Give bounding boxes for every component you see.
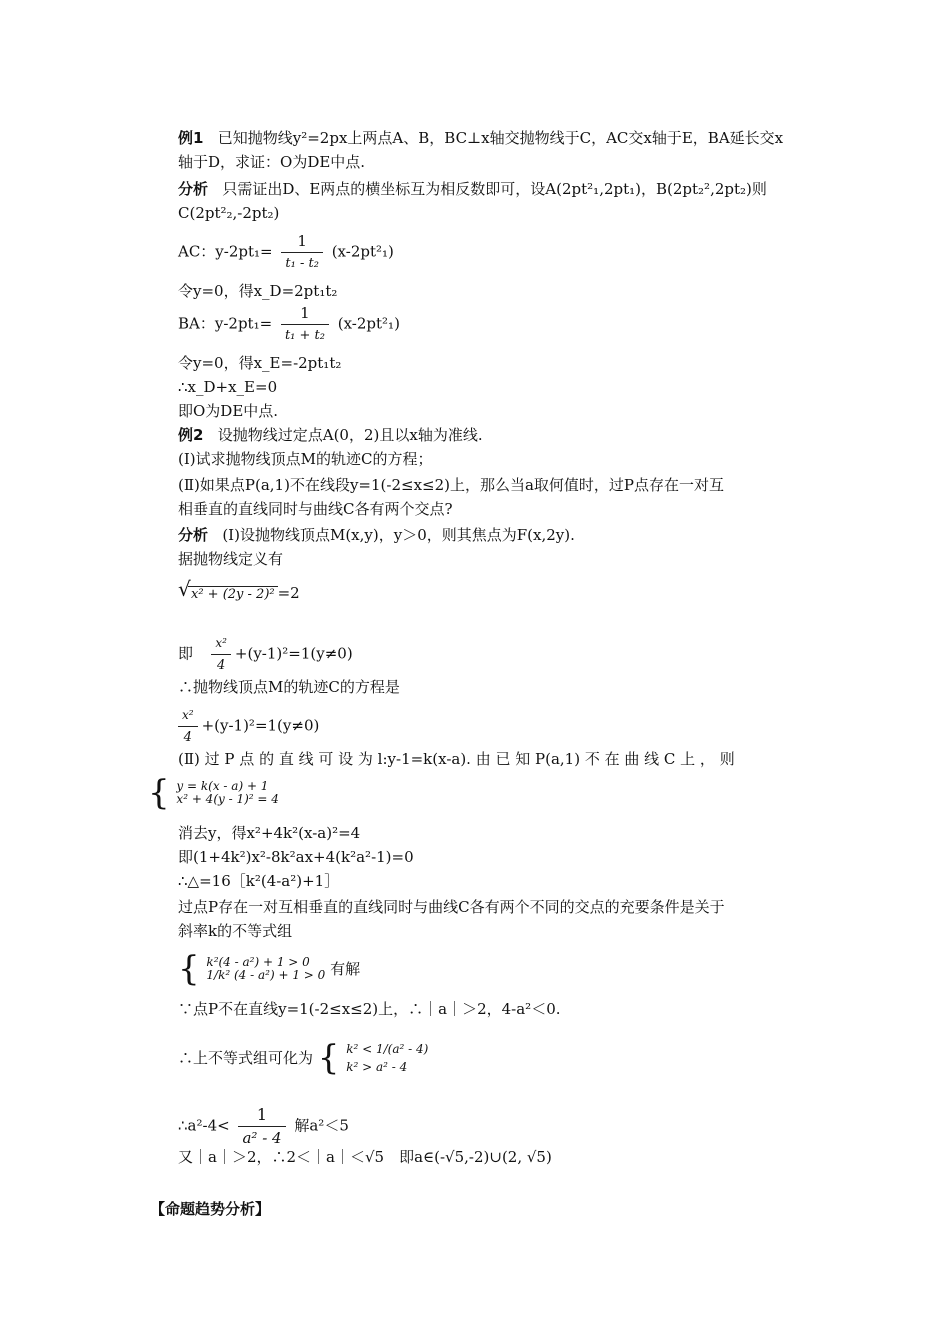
example2-analysis-line1: 分析 (Ⅰ)设抛物线顶点M(x,y)，y＞0，则其焦点为F(x,2y). [178,526,575,544]
ac-line-equation: AC：y-2pt₁= $\frac{1}{\text{t₁ - t₂}}$ (x-2pt²₁) [178,230,394,275]
sqrt-equation: √ x² + (2y - 2)² =2 [178,582,300,606]
analysis-label-2: 分析 [178,526,209,544]
eliminate-y-line: 消去y，得x²+4k²(x-a)²=4 [178,824,361,842]
p-not-on-line: ∵点P不在直线y=1(-2≤x≤2)上，∴｜a｜＞2，4-a²＜0. [178,1000,561,1018]
example1-analysis-line2: C(2pt²₂,-2pt₂) [178,204,280,222]
condition-line-b: 斜率k的不等式组 [178,922,293,940]
inequality-line: ∴a²-4< $\frac{1}{\text{a² - 4}}$ 解a²＜5 [178,1105,349,1147]
x2-over-4-fraction-2: $\frac{\text{x²}}{4}$ [178,704,198,749]
ellipse-equation-1: 即 $\frac{\text{x²}}{4}$ +(y-1)²=1(y≠0) [178,632,353,677]
discriminant-line: ∴△=16［k²(4-a²)+1］ [178,872,340,890]
section-heading: 【命题趋势分析】 [150,1200,271,1218]
ac-fraction: $\frac{1}{\text{t₁ - t₂}}$ [281,230,323,275]
example1-line1: 例1 已知抛物线y²=2px上两点A、B，BC⊥x轴交抛物线于C，AC交x轴于E，BA延长交x [178,129,784,147]
system-1: { y = k(x - a) + 1 x² + 4(y - 1)² = 4 [148,773,279,813]
quadratic-line: 即(1+4k²)x²-8k²ax+4(k²a²-1)=0 [178,848,414,866]
condition-line-a: 过点P存在一对互相垂直的直线同时与曲线C各有两个不同的交点的充要条件是关于 [178,898,725,916]
example1-label: 例1 [178,129,204,147]
system-2: { k²(4 - a²) + 1 > 0 1/k² (4 - a²) + 1 > 0 有解 [178,949,361,989]
part2-line: (Ⅱ) 过 P 点 的 直 线 可 设 为 l:y-1=k(x-a). 由 已 知 P(a,1) 不 在 曲 线 C 上 ， 则 [178,750,735,768]
analysis-label: 分析 [178,180,209,198]
system-3-line: ∴上不等式组可化为 { k² < 1/(a² - 4) k² > a² - 4 [178,1038,429,1078]
example2-question2b: 相垂直的直线同时与曲线C各有两个交点? [178,500,453,518]
sqrt-expression: √ x² + (2y - 2)² [178,582,278,606]
example1-analysis-line1: 分析 只需证出D、E两点的横坐标互为相反数即可，设A(2pt²₁,2pt₁)，B(2pt₂²,2pt₂)则 [178,180,767,198]
example2-line1: 例2 设抛物线过定点A(0，2)且以x轴为准线. [178,426,483,444]
locus-line: ∴抛物线顶点M的轨迹C的方程是 [178,678,400,696]
example2-question1: (Ⅰ)试求抛物线顶点M的轨迹C的方程； [178,450,433,468]
xe-line: 令y=0，得x_E=-2pt₁t₂ [178,354,342,372]
x2-over-4-fraction: $\frac{\text{x²}}{4}$ [211,632,231,677]
final-answer-line: 又｜a｜＞2，∴2＜｜a｜＜√5 即a∈(-√5,-2)∪(2, √5) [178,1148,552,1166]
sum-line: ∴x_D+x_E=0 [178,378,278,396]
ellipse-equation-2: $\frac{\text{x²}}{4}$ +(y-1)²=1(y≠0) [178,704,319,749]
xd-line: 令y=0，得x_D=2pt₁t₂ [178,282,338,300]
example2-label: 例2 [178,426,204,444]
ba-fraction: $\frac{1}{\text{t₁ + t₂}}$ [281,302,329,347]
example2-question2a: (Ⅱ)如果点P(a,1)不在线段y=1(-2≤x≤2)上，那么当a取何值时，过P点存在一对互 [178,476,725,494]
one-over-a2-minus-4: $\frac{1}{\text{a² - 4}}$ [238,1104,285,1149]
ba-line-equation: BA：y-2pt₁= $\frac{1}{\text{t₁ + t₂}}$ (x-2pt²₁) [178,302,400,347]
definition-line: 据抛物线定义有 [178,550,284,568]
conclusion-line: 即O为DE中点. [178,402,279,420]
example1-line2: 轴于D，求证：O为DE中点. [178,153,366,171]
